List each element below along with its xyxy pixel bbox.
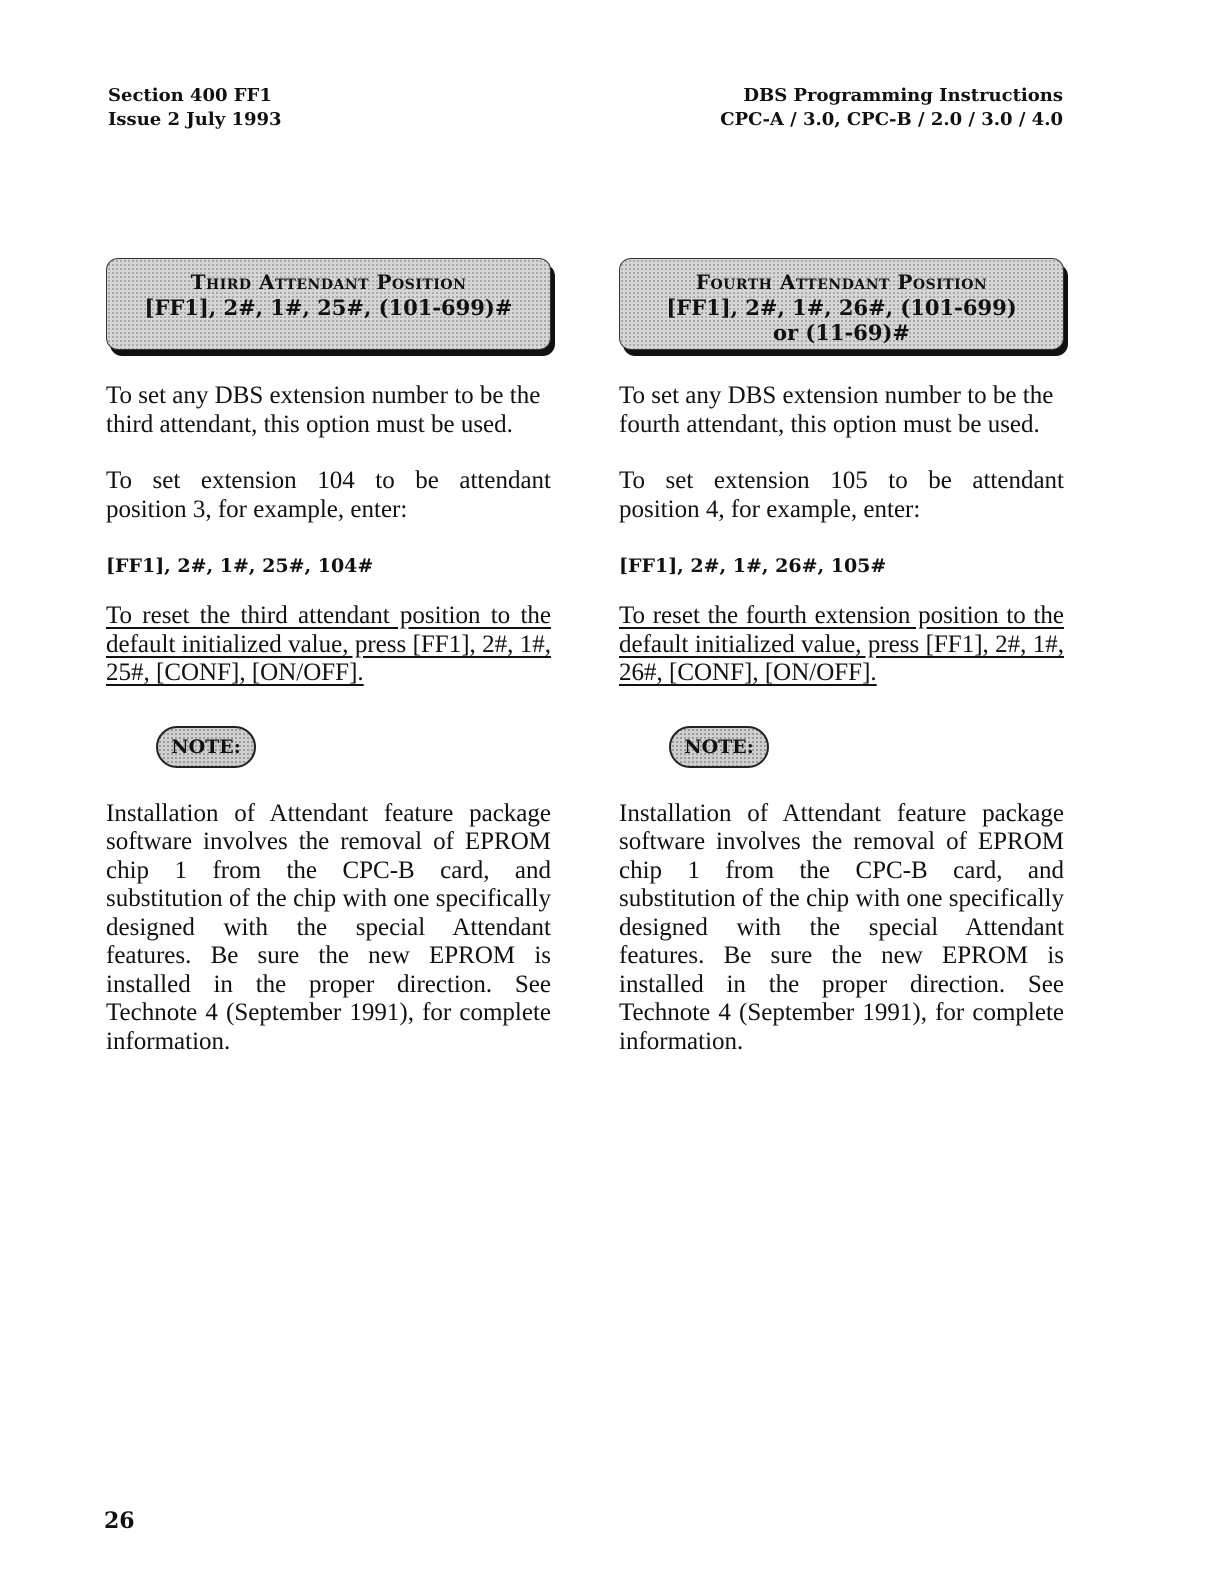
section-label: Section 400 FF1	[108, 85, 272, 106]
note-badge: NOTE:	[669, 726, 769, 768]
note-wrap	[106, 726, 551, 768]
intro-paragraph: To set any DBS extension number to be the fourth attendant, this option must be used.	[619, 382, 1054, 438]
fourth-attendant-box	[619, 258, 1064, 350]
note-wrap	[619, 726, 1064, 768]
box-code: [FF1], 2#, 1#, 25#, (101-699)#	[144, 295, 513, 320]
example-paragraph: To set extension 105 to be attendant position 4, for example, enter:	[619, 467, 1064, 523]
box-code: [FF1], 2#, 1#, 26#, (101-699)	[666, 295, 1017, 320]
header-left	[108, 84, 282, 132]
box-title: Third Attendant Position	[190, 270, 467, 294]
example-command: [FF1], 2#, 1#, 26#, 105#	[619, 555, 887, 577]
example-command: [FF1], 2#, 1#, 25#, 104#	[106, 555, 374, 577]
third-attendant-box	[106, 258, 551, 350]
box-title: Fourth Attendant Position	[695, 270, 988, 294]
example-paragraph: To set extension 104 to be attendant position 3, for example, enter:	[106, 467, 551, 523]
reset-paragraph: To reset the fourth extension position to the default initialized value, press [FF1], 2#, 1#, 26#, [CONF], [ON/OFF].	[619, 602, 1064, 686]
doc-title: DBS Programming Instructions	[743, 85, 1063, 106]
intro-paragraph: To set any DBS extension number to be the third attendant, this option must be used.	[106, 382, 541, 438]
issue-date: Issue 2 July 1993	[108, 109, 282, 130]
note-paragraph: Installation of Attendant feature package software involves the removal of EPROM chip 1 from the CPC-B card, and substitution of the chip with one specifically designed with the special Attendant features. Be sure the new EPROM is installed in the proper direction. See Technote 4 (September 1991), for complete information.	[619, 799, 1064, 1055]
reset-paragraph: To reset the third attendant position to the default initialized value, press [FF1], 2#, 1#, 25#, [CONF], [ON/OFF].	[106, 602, 551, 686]
note-badge: NOTE:	[156, 726, 256, 768]
page-number: 26	[104, 1508, 135, 1534]
right-column	[619, 258, 1064, 1056]
header-right	[720, 84, 1063, 132]
doc-versions: CPC-A / 3.0, CPC-B / 2.0 / 3.0 / 4.0	[720, 109, 1063, 130]
note-paragraph: Installation of Attendant feature package software involves the removal of EPROM chip 1 from the CPC-B card, and substitution of the chip with one specifically designed with the special Attendant features. Be sure the new EPROM is installed in the proper direction. See Technote 4 (September 1991), for complete information.	[106, 799, 551, 1055]
box-code-2: or (11-69)#	[772, 320, 910, 345]
left-column	[106, 258, 551, 1056]
